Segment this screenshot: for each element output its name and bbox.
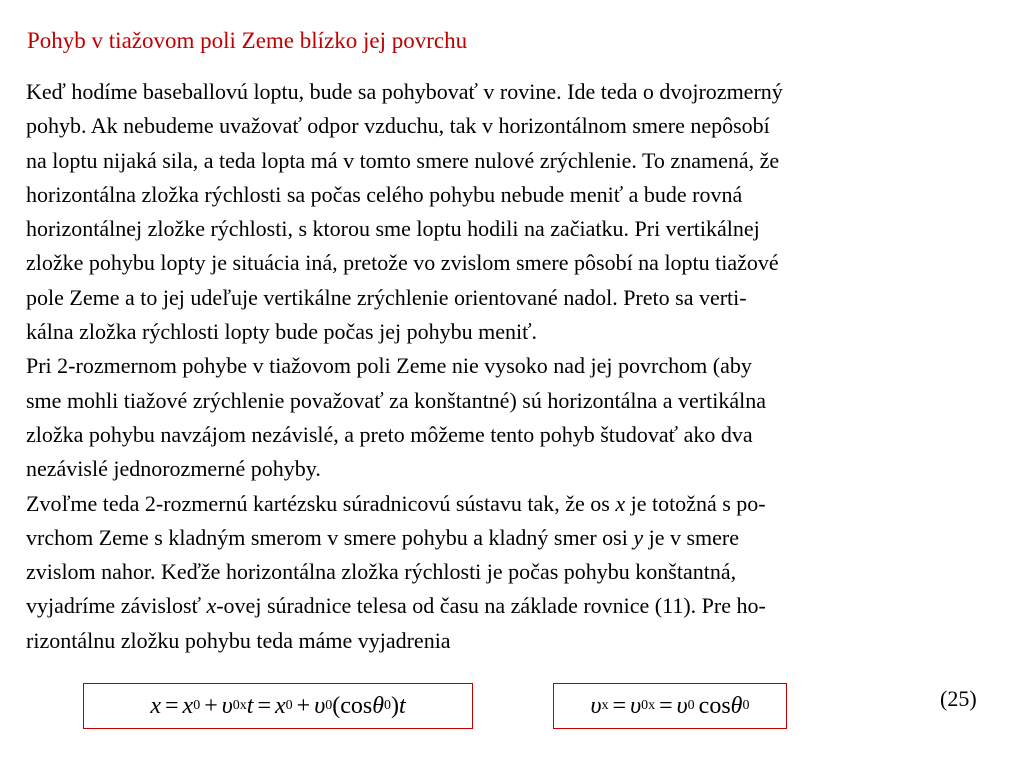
eq-symbol: t [246, 693, 254, 719]
text-fragment: vyjadríme závislosť [26, 593, 207, 619]
text-fragment: vrchom Zeme s kladným smerom v smere pohybu a kladný smer osi [26, 524, 634, 550]
eq-operator: + [204, 693, 218, 719]
text-line: pohyb. Ak nebudeme uvažovať odpor vzduchu, tak v horizontálnom smere nepôsobí [26, 113, 770, 139]
variable-x: x [206, 593, 217, 619]
eq-paren: ) [390, 693, 399, 719]
eq-symbol: υ [676, 693, 688, 719]
eq-symbol: x [182, 693, 194, 719]
text-line [26, 487, 1006, 521]
eq-operator: = [659, 693, 673, 719]
eq-symbol: υ [590, 693, 602, 719]
body-text [26, 75, 1006, 658]
text-line: sme mohli tiažové zrýchlenie považovať za konštantné) sú horizontálna a vertikálna [26, 387, 767, 413]
text-line: nezávislé jednorozmerné pohyby. [26, 456, 321, 482]
eq-operator: = [257, 693, 271, 719]
text-line: horizontálna zložka rýchlosti sa počas celého pohybu nebude meniť a bude rovná [26, 181, 743, 207]
eq-symbol: υ [221, 693, 233, 719]
text-fragment: -ovej súradnice telesa od času na základe rovnice (11). Pre ho- [216, 593, 766, 619]
slide-title: Pohyb v tiažovom poli Zeme blízko jej povrchu [27, 28, 468, 53]
eq-symbol: υ [630, 693, 642, 719]
text-line [26, 589, 1006, 623]
text-line: Keď hodíme baseballovú loptu, bude sa pohybovať v rovine. Ide teda o dvojrozmerný [26, 79, 783, 104]
eq-operator: = [165, 693, 179, 719]
eq-symbol: θ [372, 693, 384, 719]
text-fragment: Zvoľme teda 2-rozmernú kartézsku súradnicovú sústavu tak, že os [26, 490, 616, 516]
variable-x: x [615, 490, 626, 516]
text-line: zvislom nahor. Keďže horizontálna zložka rýchlosti je počas pohybu konštantná, [26, 559, 737, 585]
text-line: na loptu nijaká sila, a teda lopta má v tomto smere nulové zrýchlenie. To znamená, že [26, 147, 780, 173]
text-line: horizontálnej zložke rýchlosti, s ktorou sme loptu hodili na začiatku. Pri vertikálnej [26, 216, 760, 242]
text-line: pole Zeme a to jej udeľuje vertikálne zrýchlenie orientované nadol. Preto sa verti- [26, 284, 747, 310]
eq-function: cos [698, 693, 731, 719]
eq-function: (cos [332, 693, 373, 719]
variable-y: y [633, 524, 644, 550]
text-fragment: je totožná s po- [625, 490, 766, 516]
equation-number: (25) [940, 686, 977, 711]
equation-box-position: x = x 0 + υ 0x t = x 0 + υ 0 (cos θ 0 ) t [83, 683, 473, 729]
eq-symbol: x [150, 693, 161, 719]
text-line: Pri 2-rozmernom pohybe v tiažovom poli Zeme nie vysoko nad jej povrchom (aby [26, 353, 752, 379]
text-line: rizontálnu zložku pohybu teda máme vyjadrenia [26, 627, 451, 653]
eq-operator: + [296, 693, 311, 719]
eq-operator: = [612, 693, 627, 719]
equation-box-velocity: υ x = υ 0x = υ 0 cos θ 0 [553, 683, 787, 729]
text-fragment: je v smere [643, 524, 739, 550]
eq-symbol: t [398, 693, 406, 719]
text-line: kálna zložka rýchlosti lopty bude počas jej pohybu meniť. [26, 319, 537, 345]
eq-symbol: x [274, 693, 286, 719]
text-line: zložke pohybu lopty je situácia iná, pretože vo zvislom smere pôsobí na loptu tiažové [26, 250, 779, 276]
eq-symbol: υ [314, 693, 326, 719]
text-line: zložka pohybu navzájom nezávislé, a preto môžeme tento pohyb študovať ako dva [26, 421, 753, 447]
eq-symbol: θ [730, 693, 743, 719]
text-line [26, 521, 1006, 555]
